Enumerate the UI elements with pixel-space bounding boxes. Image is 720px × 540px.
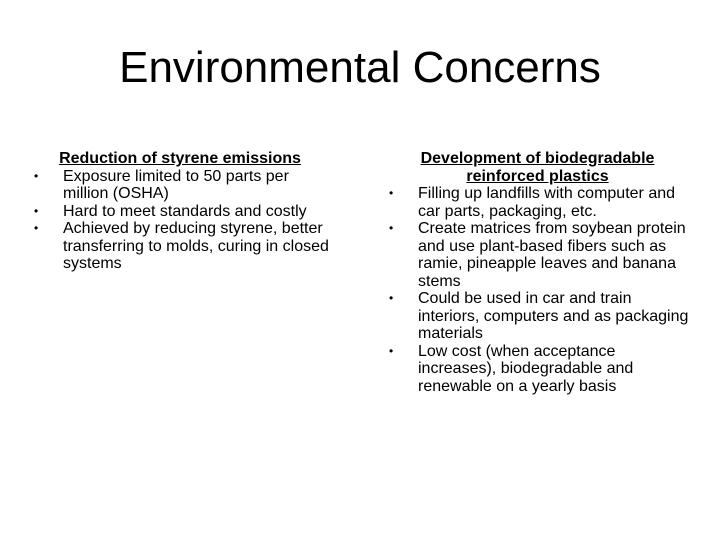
left-column bbox=[30, 150, 330, 273]
bullet-text: Hard to meet standards and costly bbox=[63, 202, 307, 220]
bullet-icon: • bbox=[389, 343, 394, 358]
bullet-icon: • bbox=[389, 291, 394, 305]
list-item bbox=[385, 220, 690, 290]
bullet-text: Achieved by reducing styrene, better transferring to molds, curing in closed systems bbox=[63, 220, 329, 272]
right-column-heading: Development of biodegradable reinforced plastics bbox=[420, 150, 655, 185]
bullet-icon: • bbox=[389, 186, 394, 200]
list-item bbox=[30, 203, 330, 221]
bullet-text: Could be used in car and train interiors, computers and as packaging materials bbox=[418, 290, 689, 342]
list-item bbox=[30, 220, 330, 273]
bullet-icon: • bbox=[34, 221, 39, 235]
right-column bbox=[385, 150, 690, 395]
bullet-icon: • bbox=[34, 203, 39, 218]
list-item bbox=[385, 290, 690, 343]
list-item bbox=[385, 185, 690, 220]
bullet-icon: • bbox=[389, 221, 394, 235]
slide-title: Environmental Concerns bbox=[119, 43, 601, 92]
bullet-text: Create matrices from soybean protein and use plant-based fibers such as ramie, pineapple leaves and banana stems bbox=[418, 220, 686, 290]
bullet-text: Low cost (when acceptance increases), biodegradable and renewable on a yearly basis bbox=[418, 342, 634, 395]
bullet-text: Exposure limited to 50 parts per million (OSHA) bbox=[63, 167, 289, 202]
left-bullet-list bbox=[30, 168, 330, 273]
left-column-heading: Reduction of styrene emissions bbox=[59, 150, 301, 167]
bullet-text: Filling up landfills with computer and car parts, packaging, etc. bbox=[418, 185, 676, 220]
list-item bbox=[385, 343, 690, 396]
list-item bbox=[30, 168, 330, 203]
right-bullet-list bbox=[385, 185, 690, 395]
bullet-icon: • bbox=[34, 168, 39, 183]
